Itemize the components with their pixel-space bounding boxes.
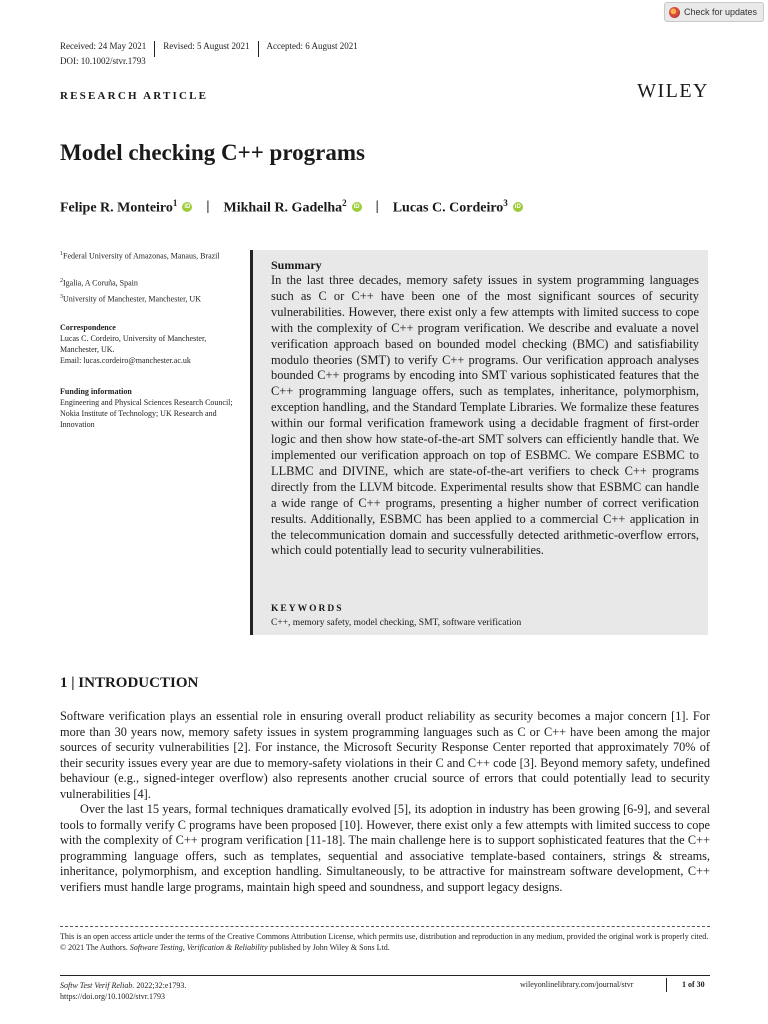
author[interactable]: Mikhail R. Gadelha$^2$ [223,198,347,216]
author[interactable]: Lucas C. Cordeiro$^3$ [392,198,508,216]
keywords-heading: KEYWORDS [271,604,344,614]
footer-doi-link[interactable]: https://doi.org/10.1002/stvr.1793 [60,992,165,1001]
article-history [60,38,358,54]
footer-vertical-divider [666,978,667,992]
funding-block [60,386,245,430]
orcid-icon[interactable]: iD [353,204,360,211]
crossmark-icon [669,7,680,18]
license-footnote [60,931,710,953]
doi: DOI: 10.1002/stvr.1793 [60,56,146,66]
abstract-rule [250,250,253,635]
author-list [60,198,523,217]
accepted-date: Accepted: 6 August 2021 [266,41,358,51]
article-type: RESEARCH ARTICLE [60,90,209,102]
author-separator: | [375,199,379,215]
affiliation: $^1$Federal University of Amazonas, Manaus, Brazil [60,251,220,261]
affiliation: $^2$Igalia, A Coruña, Spain [60,278,138,288]
check-for-updates-badge[interactable] [664,2,764,22]
check-for-updates-label: Check for updates [683,7,757,17]
footer-site-link[interactable]: wileyonlinelibrary.com/journal/stvr [520,980,634,989]
revised-date: Revised: 5 August 2021 [163,41,250,51]
funding-text: Engineering and Physical Sciences Research Council; Nokia Institute of Technology; UK Research and Innovation [60,398,233,429]
paragraph: Over the last 15 years, formal techniques dramatically evolved [5], its adoption in industry has been growing [6-9], and several tools to formally verify C programs have been proposed [10]. However, there exist only a few attempts with limited success to cope with the complexity of C++ program verification [11-18]. The main challenge here is to support sophisticated features that the C++ programming language offers, such as templates, sequential and associative template-based containers, strings & streams, inheritance, polymorphism, and exception handling. Simultaneously, to be attractive for mainstream software development, C++ verifiers must handle large programs, maintain high speed and soundness, and support legacy designs. [60,802,710,894]
orcid-icon[interactable]: iD [514,204,521,211]
correspondence-heading: Correspondence [60,323,116,332]
paragraph: Software verification plays an essential role in ensuring overall product reliability as security becomes a major concern [1]. For more than 30 years now, memory safety issues in system programming languages such as C or C++ have been among the major sources of security vulnerabilities [2]. For instance, the Microsoft Security Response Center reported that approximately 70% of their security issues every year are due to memory-safety violations in their C and C++ code [3]. Beyond memory safety, undefined behaviour (e.g., signed-integer overflow) also represents another crucial source of errors that could potentially lead to security vulnerabilities [4]. [60,709,710,801]
orcid-icon[interactable]: iD [184,204,191,211]
received-date: Received: 24 May 2021 [60,41,147,51]
publisher-logo: WILEY [637,80,709,102]
page-number: 1 of 30 [682,980,705,989]
section-heading-introduction: 1 | INTRODUCTION [60,675,199,691]
footer-divider [60,975,710,976]
summary-text: In the last three decades, memory safety issues in system programming languages such as C or C++ have been one of the most significant sources of security vulnerabilities. However, there exist only a few attempts with limited success to cope with the complexity of C++ program verification. We describe and evaluate a novel verification approach based on bounded model checking (BMC) and satisfiability modulo theories (SMT) to verify C++ programs. Our verification approach analyses bounded C++ programs by encoding into SMT various sophisticated features that the C++ programming language offers, such as templates, inheritance, polymorphism, exception handling, and the Standard Template Libraries. We formalize these features within our formal verification framework using a decidable fragment of first-order logic and then show how state-of-the-art SMT solvers can efficiently handle that. We implemented our verification approach on top of ESBMC. We compare ESBMC to LLBMC and DIVINE, which are state-of-the-art verifiers to check C++ programs directly from the LLVM bitcode. Experimental results show that ESBMC can handle a wide range of C++ programs, presenting a higher number of correct verification results. Additionally, ESBMC has been applied to a commercial C++ application in the telecommunication domain and successfully detected arithmetic-overflow errors, which could potentially lead to security vulnerabilities. [271,273,699,558]
paper-title: Model checking C++ programs [60,140,365,165]
correspondence-text: Lucas C. Cordeiro, University of Manchester, Manchester, UK. [60,334,207,354]
keywords-text: C++, memory safety, model checking, SMT, software verification [271,618,522,628]
author[interactable]: Felipe R. Monteiro$^1$ [60,198,178,216]
introduction-body [60,709,710,895]
history-divider [154,41,155,57]
affiliation: $^3$University of Manchester, Manchester, UK [60,294,201,304]
correspondence-block [60,322,245,366]
footer-citation: Softw Test Verif Reliab. 2022;32:e1793. https://doi.org/10.1002/stvr.1793 [60,981,187,1001]
citation-journal: Softw Test Verif Reliab. [60,981,135,990]
correspondence-email[interactable]: Email: lucas.cordeiro@manchester.ac.uk [60,356,191,365]
license-text: This is an open access article under the terms of the Creative Commons Attribution License, which permits use, distribution and reproduction in any medium, provided the original work is properly cited. [60,932,709,941]
footnote-divider [60,926,710,927]
funding-heading: Funding information [60,387,132,396]
summary-heading: Summary [271,258,322,272]
history-divider [258,41,259,57]
journal-name: Software Testing, Verification & Reliability [129,943,268,952]
author-separator: | [206,199,210,215]
copyright-line: © 2021 The Authors. Software Testing, Verification & Reliability published by John Wiley & Sons Ltd. [60,943,390,952]
